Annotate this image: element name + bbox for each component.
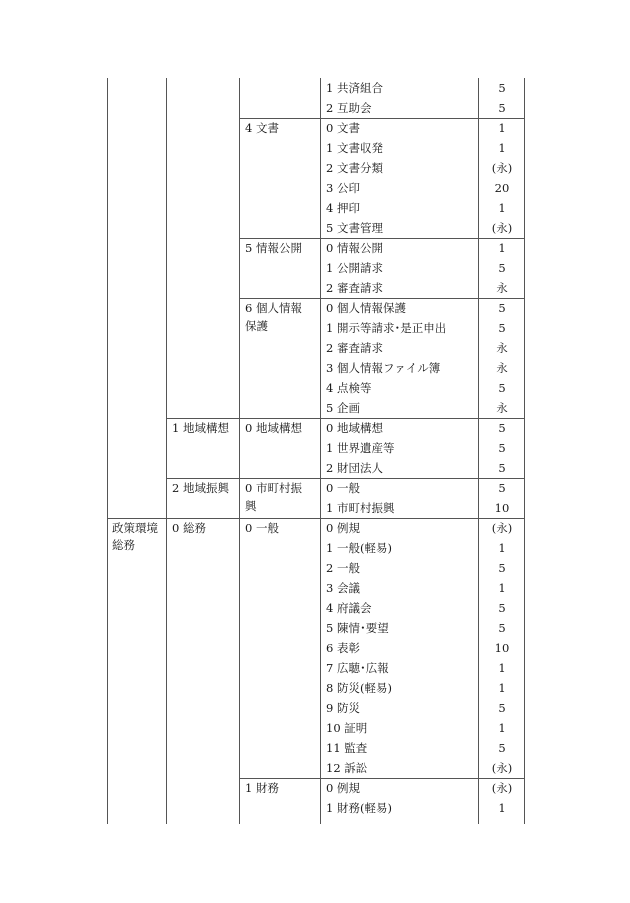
- column-border: [239, 78, 240, 824]
- row-item: 2 文書分類: [326, 161, 383, 175]
- row-item: 0 例規: [326, 781, 360, 795]
- row-item: 1 共済組合: [326, 81, 383, 95]
- row-item: 0 情報公開: [326, 241, 383, 255]
- row-item: 2 互助会: [326, 101, 372, 115]
- row-item: 2 財団法人: [326, 461, 383, 475]
- row-retention-period: 5: [498, 481, 506, 495]
- column-border: [107, 78, 108, 824]
- row-item: 1 開示等請求･是正申出: [326, 321, 447, 335]
- row-item: 4 点検等: [326, 381, 372, 395]
- subcategory-label: 0 地域構想: [245, 421, 302, 435]
- row-item: 11 監査: [326, 741, 368, 755]
- row-item: 5 企画: [326, 401, 360, 415]
- column-border: [166, 78, 167, 824]
- row-item: 4 府議会: [326, 601, 372, 615]
- section-label: 政策環境 総務: [112, 521, 158, 552]
- row-retention-period: 1: [498, 241, 506, 255]
- subcategory-label: 1 財務: [245, 781, 279, 795]
- row-retention-period: (永): [491, 761, 513, 775]
- row-item: 1 財務(軽易): [326, 801, 392, 815]
- row-item: 3 公印: [326, 181, 360, 195]
- row-item: 0 一般: [326, 481, 360, 495]
- row-retention-period: 5: [498, 461, 506, 475]
- row-retention-period: 5: [498, 601, 506, 615]
- row-retention-period: 5: [498, 741, 506, 755]
- subcategory-label: 0 一般: [245, 521, 279, 535]
- row-item: 7 広聴･広報: [326, 661, 389, 675]
- subcategory-label: 5 情報公開: [245, 241, 302, 255]
- row-retention-period: 20: [494, 181, 510, 195]
- row-item: 6 表彰: [326, 641, 360, 655]
- row-retention-period: 永: [496, 281, 508, 295]
- row-item: 2 一般: [326, 561, 360, 575]
- row-item: 0 個人情報保護: [326, 301, 406, 315]
- row-item: 5 文書管理: [326, 221, 383, 235]
- column-border: [524, 78, 525, 824]
- column-border: [478, 78, 479, 824]
- row-retention-period: (永): [491, 781, 513, 795]
- row-retention-period: 1: [498, 201, 506, 215]
- row-retention-period: 1: [498, 541, 506, 555]
- row-retention-period: 5: [498, 301, 506, 315]
- row-retention-period: 1: [498, 121, 506, 135]
- row-item: 0 文書: [326, 121, 360, 135]
- row-retention-period: (永): [491, 221, 513, 235]
- row-retention-period: 5: [498, 81, 506, 95]
- row-retention-period: 永: [496, 361, 508, 375]
- row-item: 2 審査請求: [326, 281, 383, 295]
- row-item: 1 一般(軽易): [326, 541, 392, 555]
- row-item: 1 公開請求: [326, 261, 383, 275]
- category-label: 0 総務: [172, 521, 206, 535]
- row-retention-period: 10: [494, 641, 510, 655]
- row-item: 1 世界遺産等: [326, 441, 395, 455]
- row-item: 12 訴訟: [326, 761, 368, 775]
- row-item: 5 陳情･要望: [326, 621, 389, 635]
- row-retention-period: 1: [498, 141, 506, 155]
- row-item: 0 例規: [326, 521, 360, 535]
- row-item: 10 証明: [326, 721, 368, 735]
- row-item: 3 会議: [326, 581, 360, 595]
- row-retention-period: 永: [496, 341, 508, 355]
- row-retention-period: 5: [498, 421, 506, 435]
- row-retention-period: 5: [498, 441, 506, 455]
- row-item: 0 地域構想: [326, 421, 383, 435]
- row-retention-period: 5: [498, 621, 506, 635]
- row-item: 4 押印: [326, 201, 360, 215]
- row-retention-period: 5: [498, 701, 506, 715]
- row-retention-period: 1: [498, 661, 506, 675]
- row-item: 2 審査請求: [326, 341, 383, 355]
- row-retention-period: 1: [498, 801, 506, 815]
- row-retention-period: (永): [491, 521, 513, 535]
- row-retention-period: 永: [496, 401, 508, 415]
- row-retention-period: (永): [491, 161, 513, 175]
- subcategory-label: 6 個人情報 保護: [245, 301, 302, 333]
- row-retention-period: 5: [498, 261, 506, 275]
- row-retention-period: 10: [494, 501, 510, 515]
- row-item: 9 防災: [326, 701, 360, 715]
- row-retention-period: 1: [498, 681, 506, 695]
- column-border: [320, 78, 321, 824]
- row-retention-period: 1: [498, 721, 506, 735]
- row-item: 8 防災(軽易): [326, 681, 392, 695]
- row-retention-period: 1: [498, 581, 506, 595]
- subcategory-label: 0 市町村振 興: [245, 481, 302, 513]
- row-retention-period: 5: [498, 381, 506, 395]
- row-item: 3 個人情報ファイル簿: [326, 361, 441, 375]
- category-label: 2 地域振興: [172, 481, 229, 495]
- row-retention-period: 5: [498, 561, 506, 575]
- row-item: 1 文書収発: [326, 141, 383, 155]
- row-retention-period: 5: [498, 101, 506, 115]
- subcategory-label: 4 文書: [245, 121, 279, 135]
- row-retention-period: 5: [498, 321, 506, 335]
- category-label: 1 地域構想: [172, 421, 229, 435]
- row-item: 1 市町村振興: [326, 501, 395, 515]
